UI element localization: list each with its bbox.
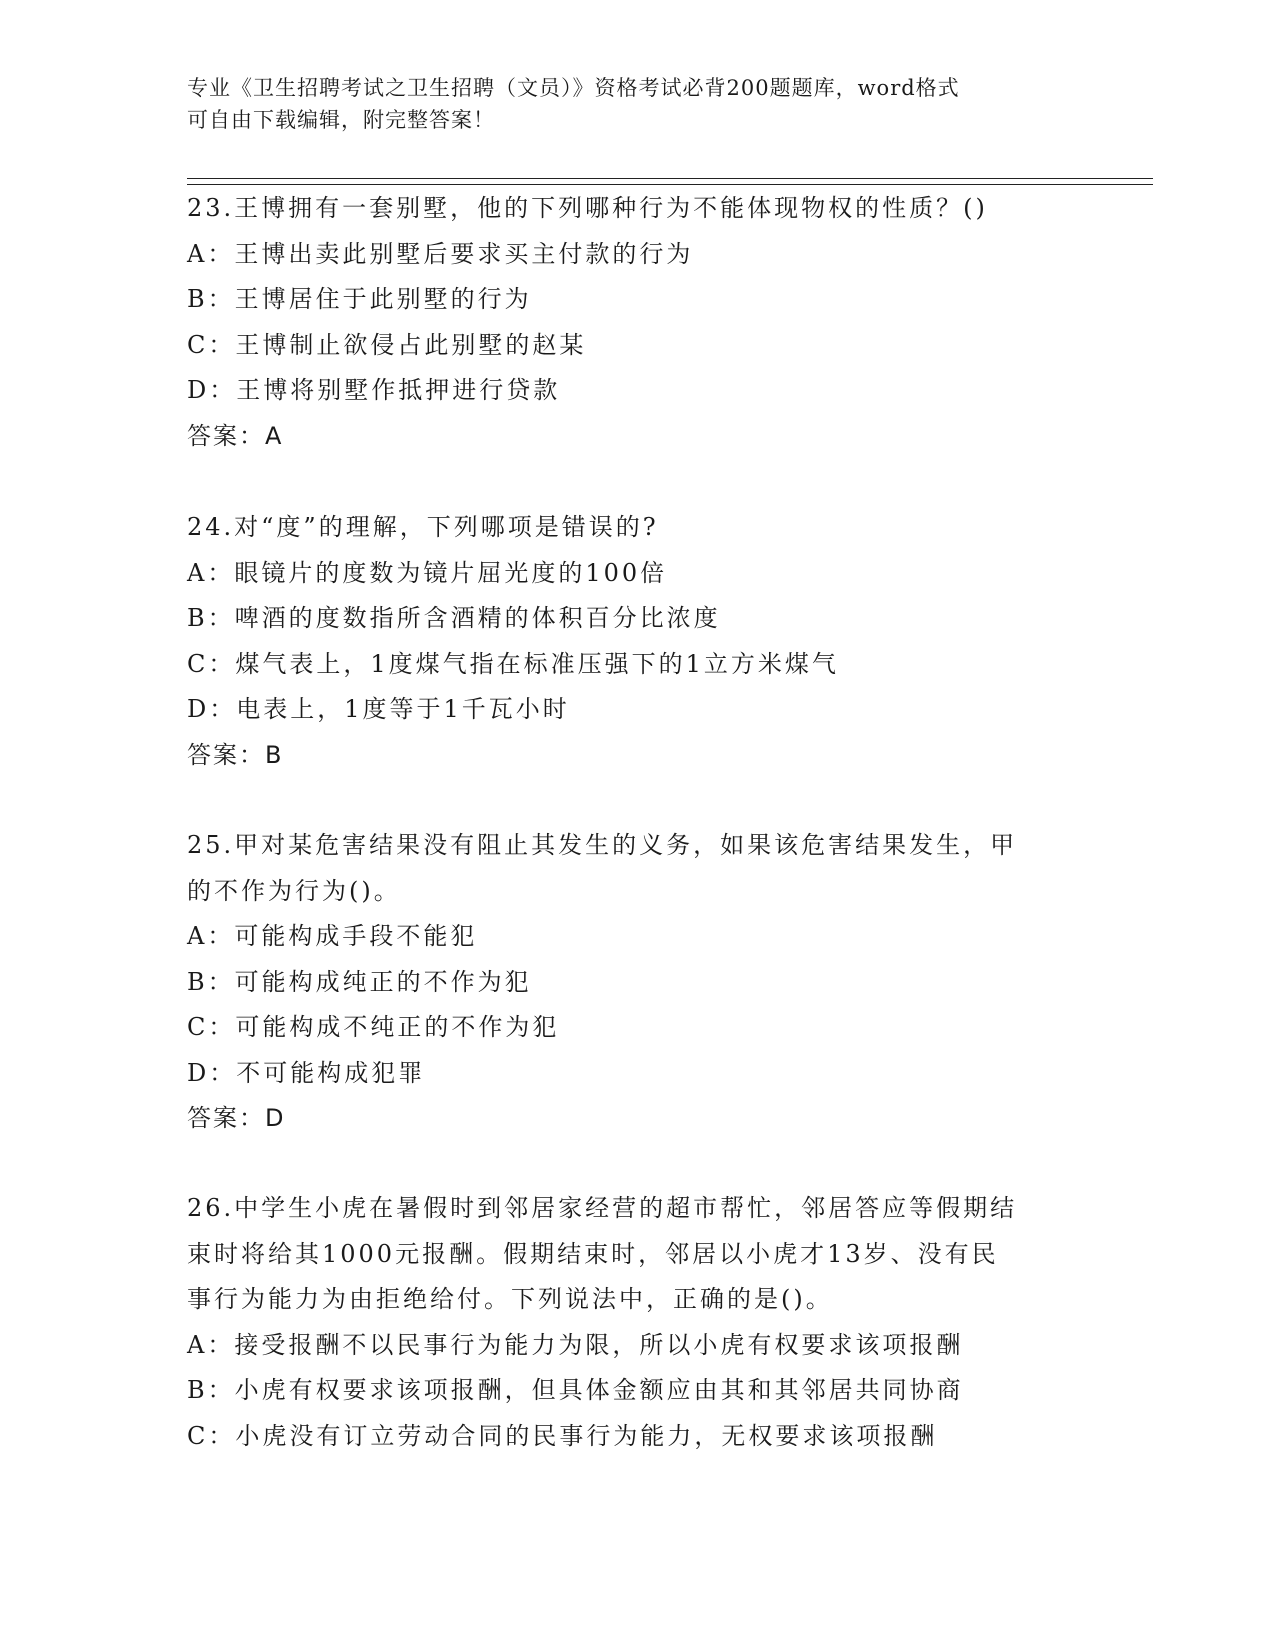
header-divider-top [187,178,1153,179]
header-line-2: 可自由下载编辑，附完整答案！ [187,108,495,132]
option-d: D：电表上，1度等于1千瓦小时 [187,695,570,723]
answer-text: 答案：B [187,740,284,769]
option-d: D：王博将别墅作抵押进行贷款 [187,376,561,404]
question-stem [187,1186,1087,1323]
question-25 [187,823,1087,1142]
option-a: A：眼镜片的度数为镜片屈光度的100倍 [187,558,668,587]
question-26 [187,1186,1087,1459]
option-a: A：可能构成手段不能犯 [187,922,478,950]
stem-line: 事行为能力为由拒绝给付。下列说法中，正确的是()。 [187,1285,833,1313]
option-c: C：煤气表上，1度煤气指在标准压强下的1立方米煤气 [187,649,839,678]
option-c: C：可能构成不纯正的不作为犯 [187,1013,560,1041]
stem-line: 束时将给其1000元报酬。假期结束时，邻居以小虎才13岁、没有民 [187,1239,999,1268]
question-stem [187,823,1087,914]
header-divider-bottom [187,184,1153,185]
question-24 [187,505,1087,778]
option-c: C：王博制止欲侵占此别墅的赵某 [187,330,587,359]
question-stem [187,505,1087,551]
header-line-1: 专业《卫生招聘考试之卫生招聘（文员）》资格考试必背200题题库，word格式 [187,76,960,100]
option-b: B：王博居住于此别墅的行为 [187,285,532,313]
option-b: B：小虎有权要求该项报酬，但具体金额应由其和其邻居共同协商 [187,1376,964,1404]
question-stem [187,186,1087,232]
document-header [187,72,1087,136]
stem-line: 24.对“度”的理解，下列哪项是错误的? [187,513,659,541]
answer-text: 答案：D [187,1104,286,1132]
question-23 [187,186,1087,459]
option-b: B：可能构成纯正的不作为犯 [187,967,532,996]
stem-line: 的不作为行为()。 [187,876,401,905]
stem-line: 26.中学生小虎在暑假时到邻居家经营的超市帮忙，邻居答应等假期结 [187,1194,1018,1222]
option-c: C：小虎没有订立劳动合同的民事行为能力，无权要求该项报酬 [187,1421,938,1450]
option-a: A：接受报酬不以民事行为能力为限，所以小虎有权要求该项报酬 [187,1330,964,1359]
stem-line: 23.王博拥有一套别墅，他的下列哪种行为不能体现物权的性质？() [187,194,988,222]
option-a: A：王博出卖此别墅后要求买主付款的行为 [187,239,694,268]
option-b: B：啤酒的度数指所含酒精的体积百分比浓度 [187,604,721,632]
stem-line: 25.甲对某危害结果没有阻止其发生的义务，如果该危害结果发生，甲 [187,831,1018,859]
option-d: D：不可能构成犯罪 [187,1058,426,1087]
answer-text: 答案：A [187,421,284,450]
